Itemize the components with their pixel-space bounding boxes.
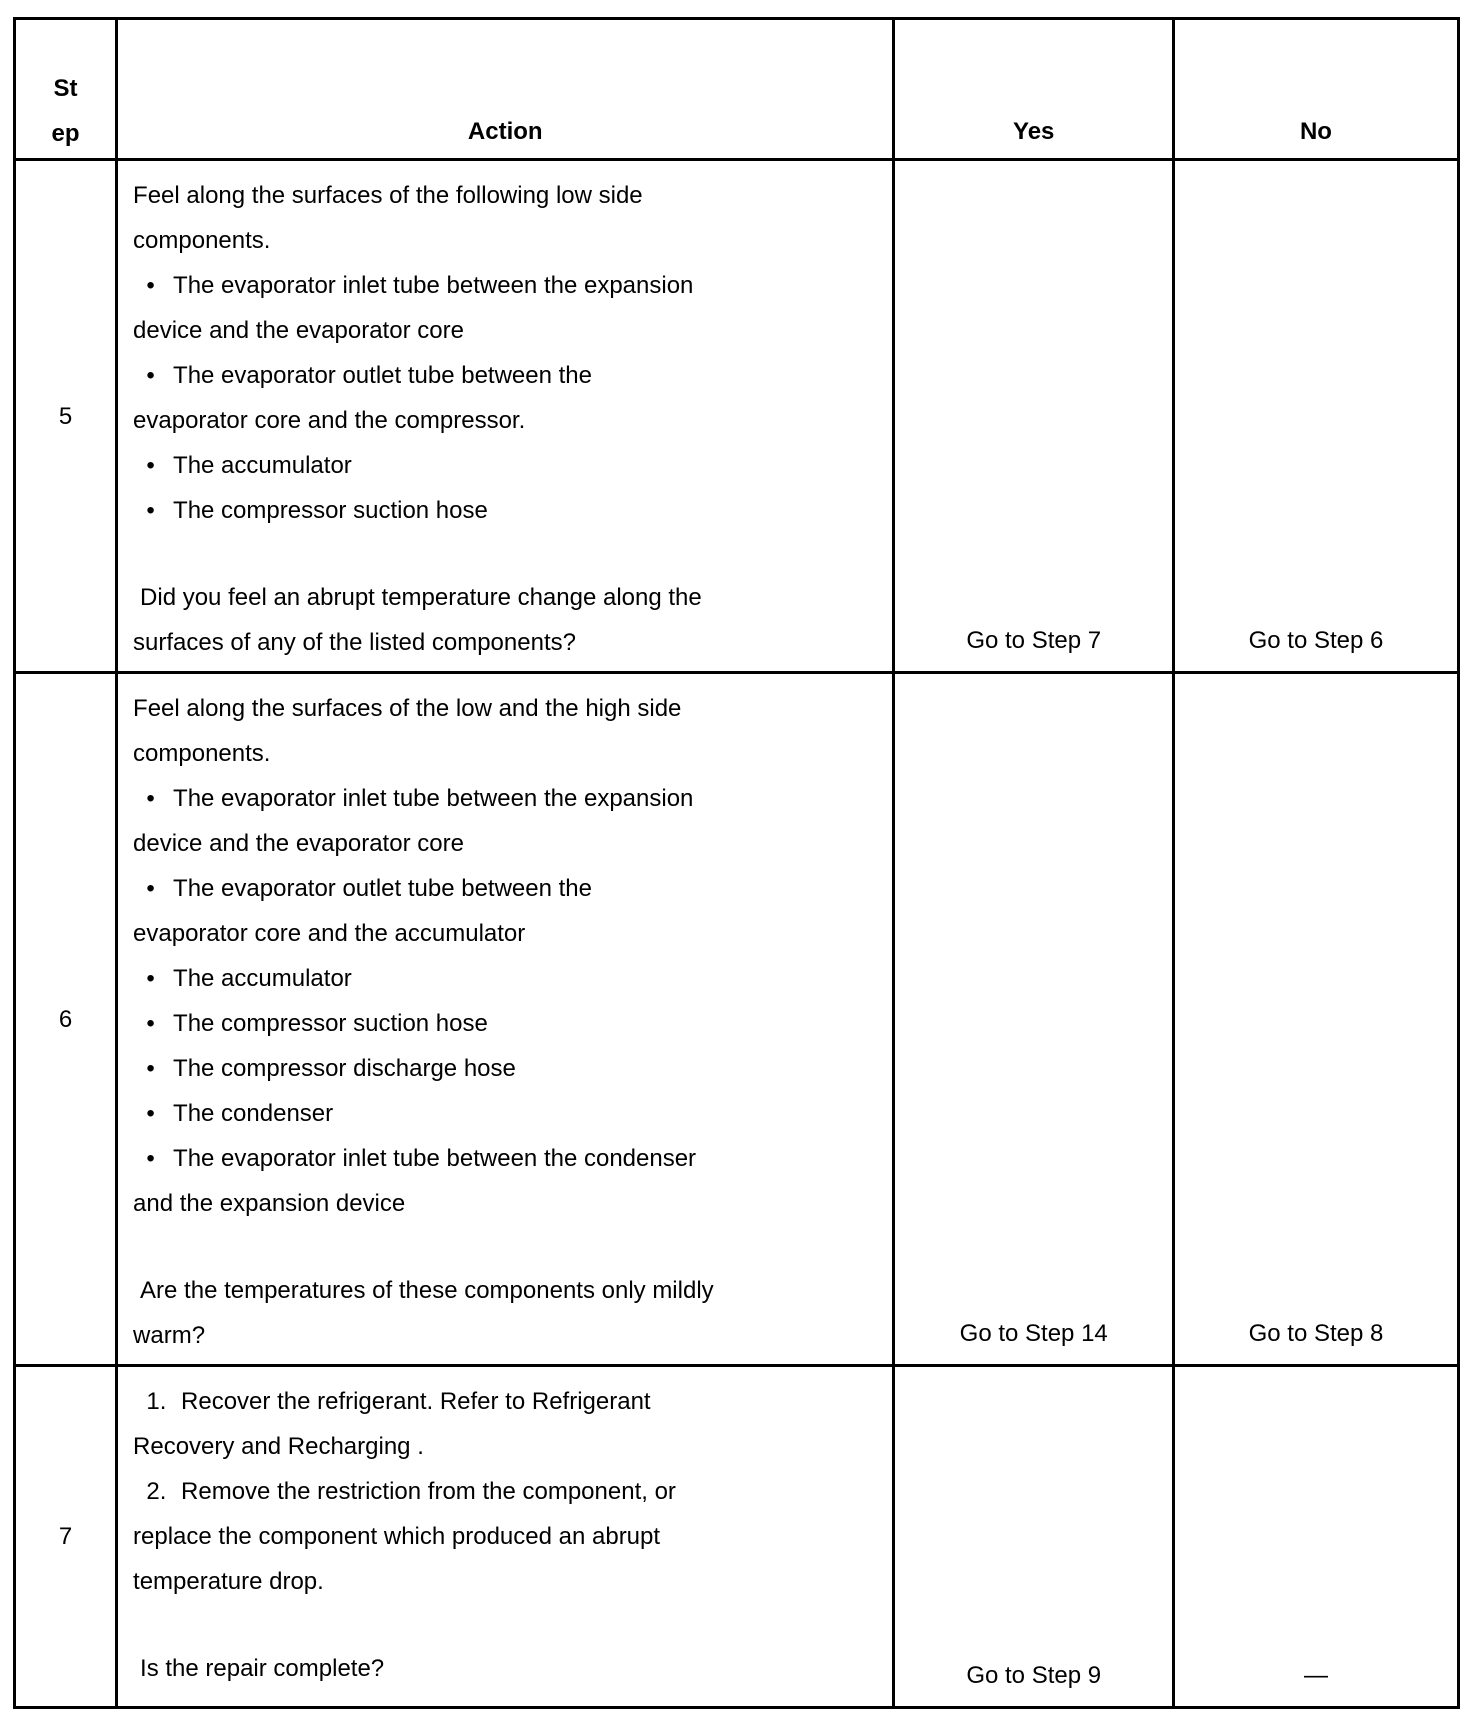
action-text: Feel along the surfaces of the low and the high side [133, 695, 682, 722]
yes-result: Go to Step 9 [894, 1366, 1173, 1708]
list-item: • The evaporator outlet tube between the [133, 866, 882, 911]
item-number: 1. [133, 1388, 167, 1415]
action-header: Action [117, 19, 894, 160]
list-item: • The evaporator inlet tube between the condenser [133, 1136, 882, 1181]
table-row [15, 1366, 1459, 1708]
bullet-icon: • [133, 362, 155, 389]
action-text: components. [133, 227, 271, 254]
step-number: 6 [15, 673, 117, 1366]
list-item: • The compressor suction hose [133, 1001, 882, 1046]
no-header: No [1173, 19, 1458, 160]
yes-header: Yes [894, 19, 1173, 160]
no-result: Go to Step 8 [1173, 673, 1458, 1366]
bullet-icon: • [133, 875, 155, 902]
no-result: — [1173, 1366, 1458, 1708]
bullet-icon: • [133, 272, 155, 299]
list-item: • The evaporator inlet tube between the expansion [133, 776, 882, 821]
numbered-item-continuation: temperature drop. [133, 1568, 324, 1595]
bullet-icon: • [133, 1100, 155, 1127]
question-text: Did you feel an abrupt temperature change along the surfaces of any of the listed components? [133, 584, 702, 656]
action-text: components. [133, 740, 271, 767]
bullet-icon: • [133, 785, 155, 812]
list-item: • The evaporator inlet tube between the expansion [133, 263, 882, 308]
bullet-icon: • [133, 452, 155, 479]
list-item-continuation: device and the evaporator core [133, 830, 464, 857]
bullet-icon: • [133, 965, 155, 992]
bullet-icon: • [133, 497, 155, 524]
list-item: • The evaporator outlet tube between the [133, 353, 882, 398]
step-number: 7 [15, 1366, 117, 1708]
yes-result: Go to Step 14 [894, 673, 1173, 1366]
bullet-icon: • [133, 1010, 155, 1037]
list-item-continuation: and the expansion device [133, 1190, 406, 1217]
list-item: • The compressor discharge hose [133, 1046, 882, 1091]
numbered-item: 1. Recover the refrigerant. Refer to Refrigerant [133, 1379, 882, 1424]
table-row [15, 673, 1459, 1366]
list-item: • The accumulator [133, 443, 882, 488]
item-number: 2. [133, 1478, 167, 1505]
action-cell [117, 673, 894, 1366]
bullet-icon: • [133, 1145, 155, 1172]
list-item: • The compressor suction hose [133, 488, 882, 533]
list-item: • The condenser [133, 1091, 882, 1136]
question-text: Are the temperatures of these components only mildly warm? [133, 1277, 714, 1349]
step-header [15, 19, 117, 160]
yes-result: Go to Step 7 [894, 160, 1173, 673]
step-header-line2: ep [51, 120, 80, 147]
numbered-item: 2. Remove the restriction from the component, or [133, 1469, 882, 1514]
list-item-continuation: evaporator core and the compressor. [133, 407, 526, 434]
table-row [15, 160, 1459, 673]
question-text: Is the repair complete? [140, 1655, 385, 1682]
step-header-line1: St [53, 75, 78, 102]
no-result: Go to Step 6 [1173, 160, 1458, 673]
numbered-item-continuation: Recovery and Recharging . [133, 1433, 424, 1460]
header-row [15, 19, 1459, 160]
numbered-item-continuation: replace the component which produced an abrupt [133, 1523, 661, 1550]
bullet-icon: • [133, 1055, 155, 1082]
diagnostic-table [13, 17, 1460, 1709]
list-item-continuation: evaporator core and the accumulator [133, 920, 526, 947]
step-number: 5 [15, 160, 117, 673]
action-cell [117, 1366, 894, 1708]
list-item-continuation: device and the evaporator core [133, 317, 464, 344]
action-text: Feel along the surfaces of the following low side [133, 182, 643, 209]
action-cell [117, 160, 894, 673]
list-item: • The accumulator [133, 956, 882, 1001]
